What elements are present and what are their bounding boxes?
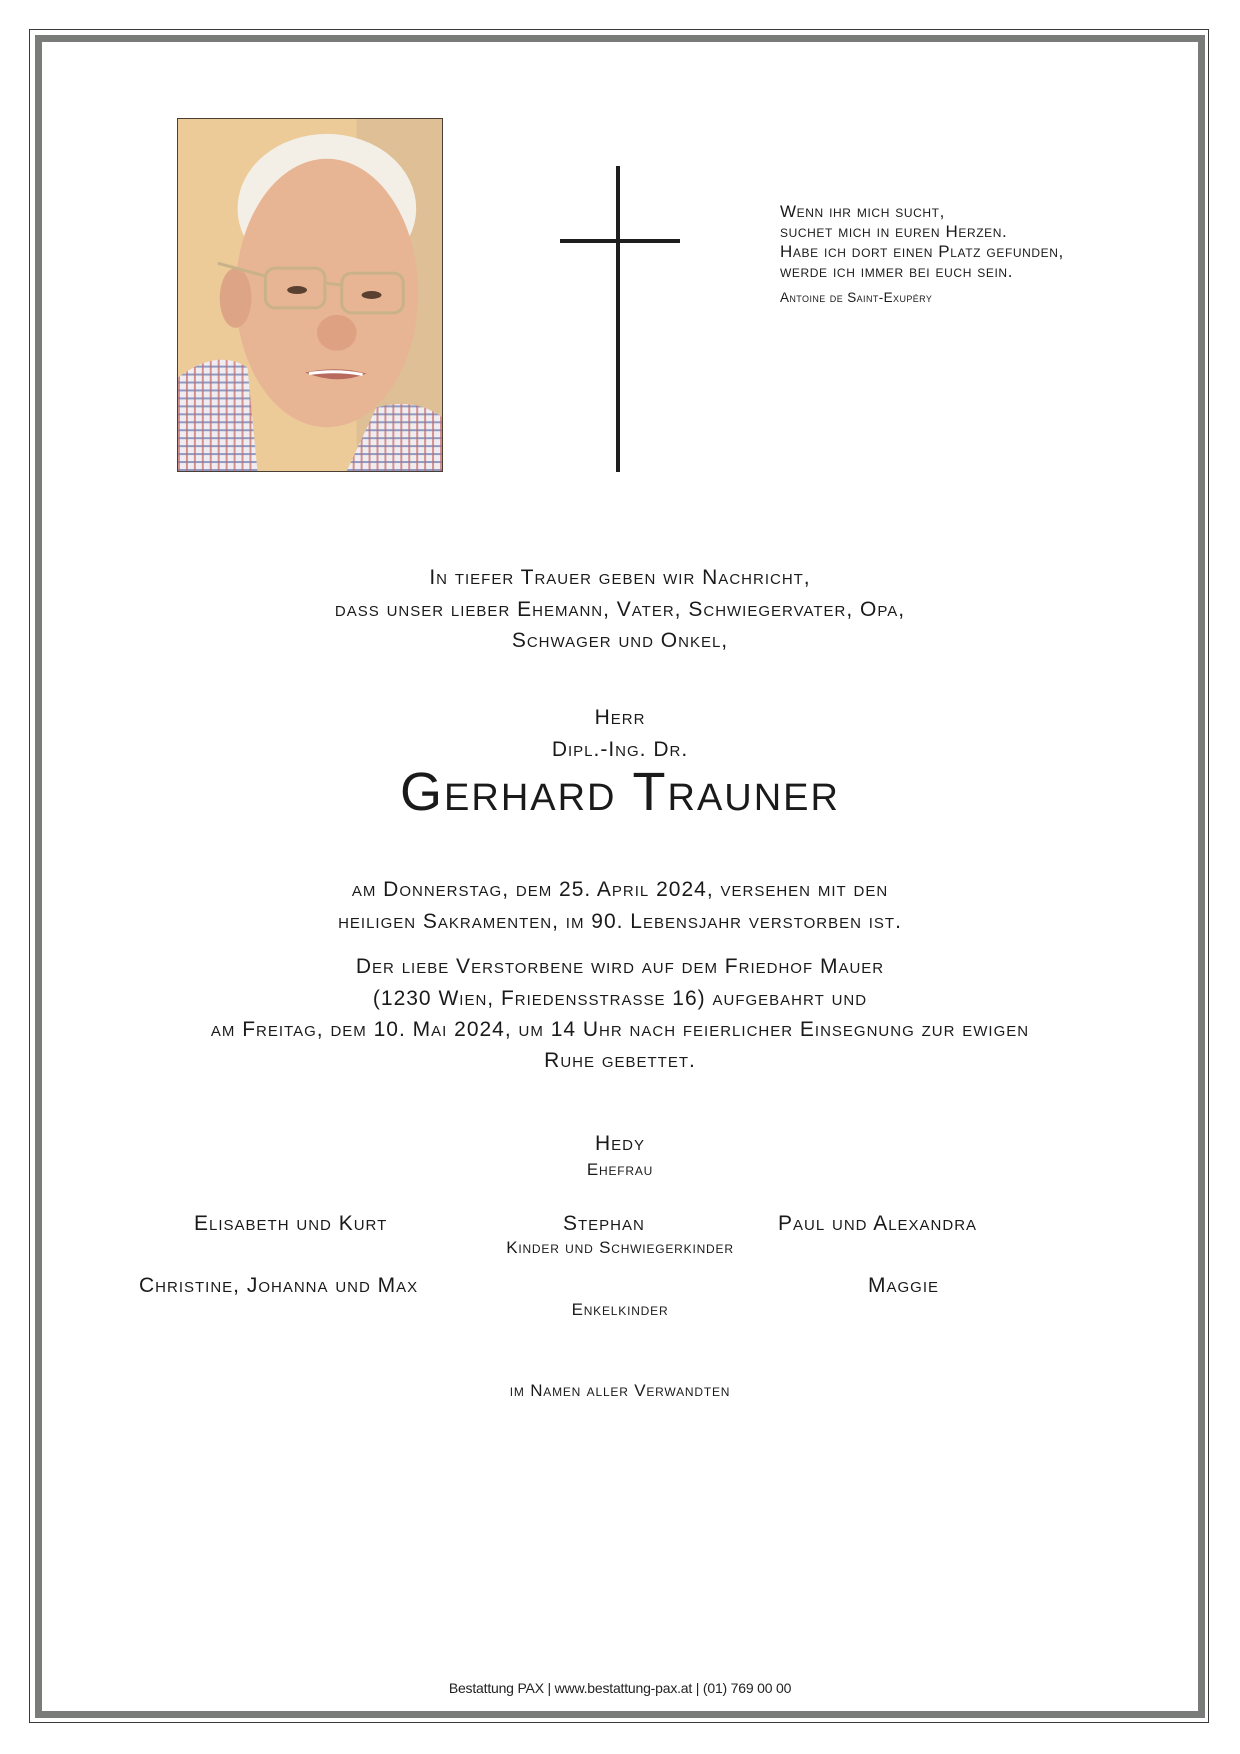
grandchildren-role: Enkelkinder [571,1300,669,1319]
child-name: Elisabeth und Kurt [194,1212,388,1235]
portrait-illustration [178,119,442,471]
cross-icon-horizontal [560,239,680,243]
quote-line: werde ich immer bei euch sein. [780,262,1014,281]
quote-line: Habe ich dort einen Platz gefunden, [780,242,1064,261]
death-notice-line: heiligen Sakramenten, im 90. Lebensjahr verstorben ist. [338,910,902,933]
child-name: Paul und Alexandra [778,1212,978,1235]
academic-title: Dipl.-Ing. Dr. [551,738,689,761]
memorial-quote [780,202,1064,305]
announcement-line: Schwager und Onkel, [511,629,729,652]
funeral-line: Ruhe gebettet. [544,1049,696,1072]
salutation: Herr [594,706,646,729]
spouse-name: Hedy [594,1132,645,1155]
quote-line: Wenn ihr mich sucht, [780,202,945,221]
closing-line: im Namen aller Verwandten [509,1381,731,1400]
cross-icon-vertical [616,166,620,472]
funeral-line: Der liebe Verstorbene wird auf dem Friedhof Mauer [355,955,885,978]
portrait-photo [177,118,443,472]
quote-line: suchet mich in euren Herzen. [780,222,1008,241]
grandchild-name: Maggie [868,1274,940,1297]
spouse-role: Ehefrau [586,1160,654,1179]
announcement-line: dass unser lieber Ehemann, Vater, Schwiegervater, Opa, [334,598,906,621]
grandchild-name: Christine, Johanna und Max [139,1274,419,1297]
death-notice-line: am Donnerstag, dem 25. April 2024, versehen mit den [351,878,889,901]
funeral-line: (1230 Wien, Friedensstrasse 16) aufgebahrt und [372,987,868,1010]
funeral-line: am Freitag, dem 10. Mai 2024, um 14 Uhr nach feierlicher Einsegnung zur ewigen [210,1018,1030,1041]
child-name: Stephan [563,1212,645,1235]
deceased-name: Gerhard Trauner [400,762,840,822]
announcement-line: In tiefer Trauer geben wir Nachricht, [429,566,811,589]
quote-author: Antoine de Saint-Exupéry [780,290,933,305]
funeral-home-footer: Bestattung PAX | www.bestattung-pax.at | (01) 769 00 00 [448,1680,792,1696]
children-role: Kinder und Schwiegerkinder [506,1238,734,1257]
